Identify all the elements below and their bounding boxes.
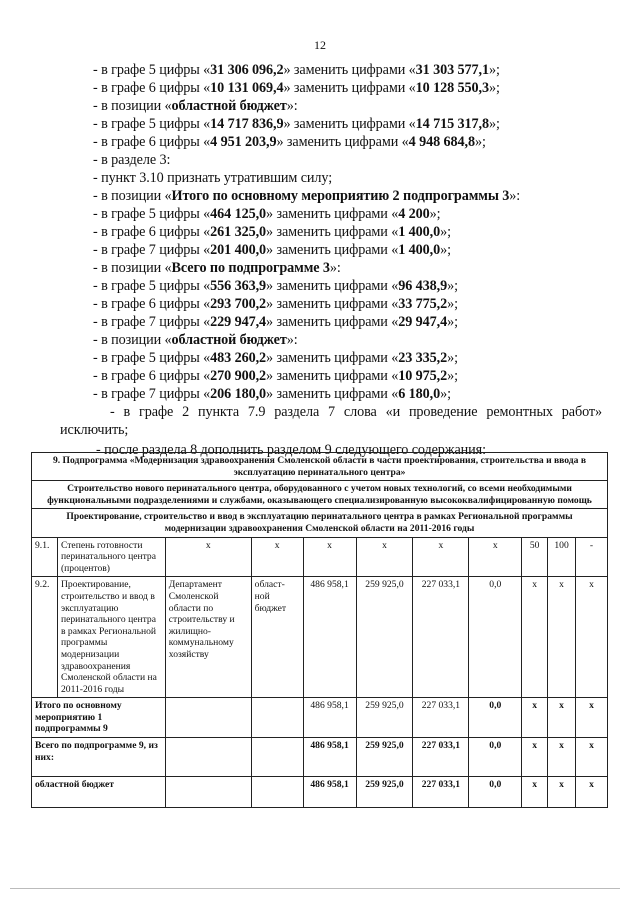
cell: х (548, 577, 576, 698)
cell: х (576, 777, 608, 808)
cell: х (522, 777, 548, 808)
row-number: 9.2. (32, 577, 58, 698)
row-name: Итого по основному мероприятию 1 подпрограммы 9 (32, 698, 166, 738)
cell: 227 033,1 (413, 577, 469, 698)
table-row (32, 537, 608, 577)
cell: Департамент Смоленской области по строительству и жилищно-коммунальному хозяйству (165, 577, 251, 698)
table-header-row (32, 453, 608, 481)
page-number: 12 (314, 38, 326, 52)
cell: х (522, 738, 548, 777)
amendment-line: - в графе 6 цифры «10 131 069,4» заменить цифрами «10 128 550,3»; (93, 80, 500, 96)
subprogram-title: 9. Подпрограмма «Модернизация здравоохранения Смоленской области в части проектирования, строительства и ввода в эксплуатацию перинатального центра» (32, 453, 608, 481)
amendment-line: - в позиции «Всего по подпрограмме 3»: (93, 260, 341, 276)
cell: 227 033,1 (413, 777, 469, 808)
amendment-line: - в графе 6 цифры «293 700,2» заменить цифрами «33 775,2»; (93, 296, 458, 312)
cell: х (576, 698, 608, 738)
amendment-line: - в графе 6 цифры «261 325,0» заменить цифрами «1 400,0»; (93, 224, 451, 240)
cell: 486 958,1 (303, 698, 356, 738)
cell (251, 777, 303, 808)
activity-title: Проектирование, строительство и ввод в эксплуатацию перинатального центра в рамках Региональной программы модернизации здравоохранения Смоленской области на 2011-2016 годы (32, 509, 608, 537)
cell (165, 738, 251, 777)
table-header-row (32, 481, 608, 509)
amendment-line: - в позиции «областной бюджет»: (93, 332, 298, 348)
row-name: Всего по подпрограмме 9, из них: (32, 738, 166, 777)
row-name: областной бюджет (32, 777, 166, 808)
cell: 259 925,0 (356, 698, 413, 738)
cell: 227 033,1 (413, 738, 469, 777)
goal-title: Строительство нового перинатального центра, оборудованного с учетом новых технологий, со всеми необходимыми функциональными подразделениями и службами, оказывающего специализированную высококвалифицированную помощь (32, 481, 608, 509)
cell: х (576, 577, 608, 698)
cell: х (548, 777, 576, 808)
cell: 100 (548, 537, 576, 577)
row-name: Проектирование, строительство и ввод в эксплуатацию перинатального центра в рамках Региональной программы модернизации здравоохранения Смоленской области на 2011-2016 годы (57, 577, 165, 698)
amendment-line: - в графе 5 цифры «483 260,2» заменить цифрами «23 335,2»; (93, 350, 458, 366)
cell: 0,0 (469, 698, 522, 738)
amendment-line: - в позиции «областной бюджет»: (93, 98, 298, 114)
cell (251, 698, 303, 738)
amendment-line: - в графе 6 цифры «4 951 203,9» заменить цифрами «4 948 684,8»; (93, 134, 486, 150)
cell: х (469, 537, 522, 577)
cell: 486 958,1 (303, 777, 356, 808)
amendment-line: - в разделе 3: (93, 152, 171, 168)
table-header-row (32, 509, 608, 537)
amendment-line: - в графе 7 цифры «201 400,0» заменить цифрами «1 400,0»; (93, 242, 451, 258)
cell: 0,0 (469, 577, 522, 698)
cell: х (356, 537, 413, 577)
cell: 0,0 (469, 777, 522, 808)
cell: х (165, 537, 251, 577)
amendment-line: - в позиции «Итого по основному мероприятию 2 подпрограммы 3»: (93, 188, 521, 204)
scan-edge-divider (10, 888, 620, 889)
amendment-line: - после раздела 8 дополнить разделом 9 следующего содержания: (96, 442, 486, 458)
amendment-line: - в графе 2 пункта 7.9 раздела 7 слова «и проведение ремонтных работ» (110, 404, 602, 420)
cell: 259 925,0 (356, 738, 413, 777)
cell: х (413, 537, 469, 577)
cell: 486 958,1 (303, 577, 356, 698)
cell: х (251, 537, 303, 577)
amendment-line: - в графе 7 цифры «229 947,4» заменить цифрами «29 947,4»; (93, 314, 458, 330)
subprogram-9-table (31, 452, 608, 808)
amendment-line: - в графе 6 цифры «270 900,2» заменить цифрами «10 975,2»; (93, 368, 458, 384)
cell: 259 925,0 (356, 577, 413, 698)
cell: 227 033,1 (413, 698, 469, 738)
cell: област-ной бюджет (251, 577, 303, 698)
table-row (32, 777, 608, 808)
table-row (32, 698, 608, 738)
cell: 0,0 (469, 738, 522, 777)
amendment-line: - пункт 3.10 признать утратившим силу; (93, 170, 333, 186)
cell: х (303, 537, 356, 577)
amendment-line: - в графе 5 цифры «14 717 836,9» заменить цифрами «14 715 317,8»; (93, 116, 500, 132)
amendment-line: - в графе 5 цифры «556 363,9» заменить цифрами «96 438,9»; (93, 278, 458, 294)
cell: 50 (522, 537, 548, 577)
cell (165, 698, 251, 738)
cell (251, 738, 303, 777)
amendment-line: исключить; (60, 422, 129, 438)
cell: х (522, 698, 548, 738)
amendment-line: - в графе 5 цифры «31 306 096,2» заменить цифрами «31 303 577,1»; (93, 62, 500, 78)
cell: х (548, 698, 576, 738)
cell: х (522, 577, 548, 698)
cell: - (576, 537, 608, 577)
table-row (32, 577, 608, 698)
cell: 259 925,0 (356, 777, 413, 808)
row-name: Степень готовности перинатального центра (процентов) (57, 537, 165, 577)
cell: х (576, 738, 608, 777)
amendment-line: - в графе 5 цифры «464 125,0» заменить цифрами «4 200»; (93, 206, 441, 222)
row-number: 9.1. (32, 537, 58, 577)
cell: 486 958,1 (303, 738, 356, 777)
amendment-line: - в графе 7 цифры «206 180,0» заменить цифрами «6 180,0»; (93, 386, 451, 402)
cell: х (548, 738, 576, 777)
cell (165, 777, 251, 808)
table-row (32, 738, 608, 777)
